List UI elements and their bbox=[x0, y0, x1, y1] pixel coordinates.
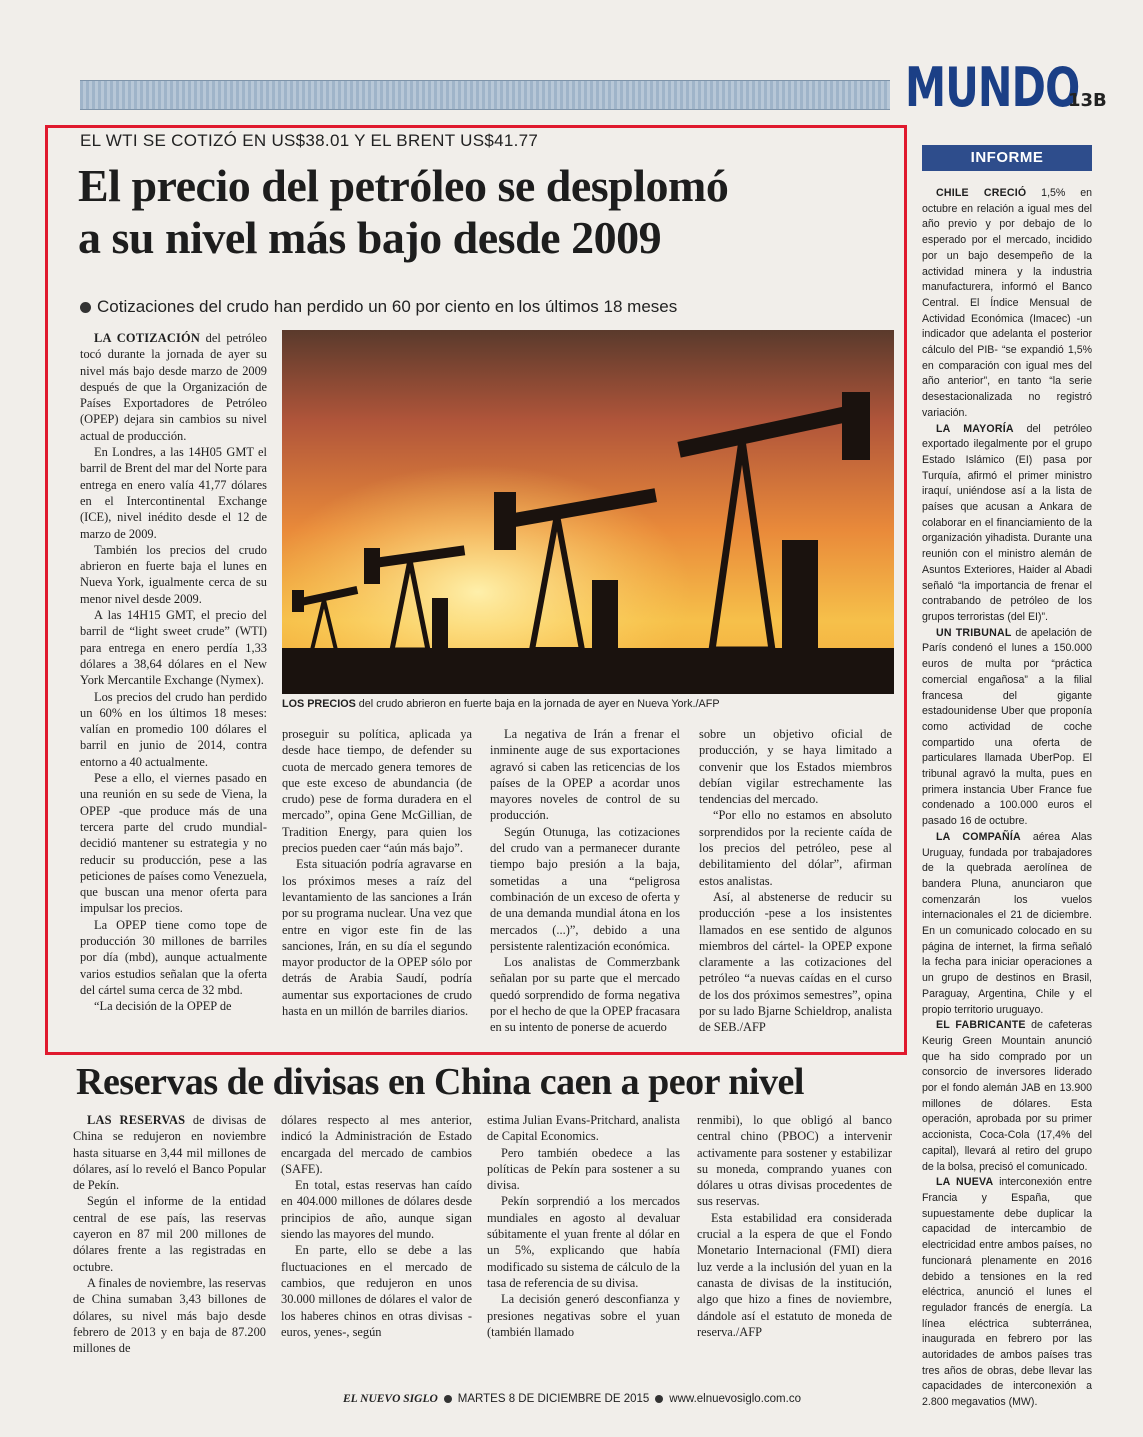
paragraph bbox=[490, 726, 680, 824]
lead-in: LA COTIZACIÓN bbox=[94, 331, 200, 345]
paragraph-text: de cafeteras Keurig Green Mountain anunció que ha sido comprado por un consorcio de inversores liderado por el fondo alemán JAB en 13.900 millones de dólares. Esta operación, aprobada por su primer accionista, Coca-Cola (17,4% del capital), llevará al retiro del grupo de la bolsa, precisó el comunicado. bbox=[922, 1019, 1092, 1173]
lead-in: LAS RESERVAS bbox=[87, 1113, 186, 1127]
informe-heading: INFORME bbox=[922, 145, 1092, 171]
paragraph-text: Así, al abstenerse de reducir su producción -pese a los insistentes llamados en ese sentido de algunos miembros del cártel- la OPEP expone claramente a las cotizaciones del petróleo “a nuevas caídas en el curso de los dos próximos semestres”, opina por su lado Bjarne Schieldrop, analista de SEB./AFP bbox=[699, 889, 892, 1035]
headline-line-1: El precio del petróleo se desplomó bbox=[78, 160, 729, 211]
paragraph-text: dólares respecto al mes anterior, indicó la Administración de Estado encargada del mercado de cambios (SAFE). bbox=[281, 1113, 472, 1176]
lead-in: LA NUEVA bbox=[936, 1176, 994, 1189]
paragraph-text: A las 14H15 GMT, el precio del barril de “light sweet crude” (WTI) para entrega en enero perdía 1,33 dólares a 38,64 dólares en el New York Mercantile Exchange (Nymex). bbox=[80, 608, 267, 688]
paragraph-text: proseguir su política, aplicada ya desde hace tiempo, de defender su cuota de mercado genera temores de que este exceso de abundancia (de crudo) pese de forma duradera en el mercado”, opina Gene McGillian, de Tradition Energy, para quien los precios pueden caer “aún más bajo”. bbox=[282, 727, 472, 856]
lead-in: EL FABRICANTE bbox=[936, 1019, 1026, 1032]
deck-text: Cotizaciones del crudo han perdido un 60 por ciento en los últimos 18 meses bbox=[97, 297, 678, 316]
paragraph-text: “Por ello no estamos en absoluto sorprendidos por la reciente caída de los precios del petróleo, pese al debilitamiento del dólar”, afirman estos analistas. bbox=[699, 808, 892, 888]
paragraph-text: “La decisión de la OPEP de bbox=[94, 999, 232, 1014]
paragraph-text: de apelación de París condenó el lunes a 150.000 euros de multa por “práctica comercial engañosa” a la filial francesa del gigante estadounidense Uber que proponía como actividad de coche compartido una oferta de particulares llamada UberPop. El tribunal agravó la multa, pues en primera instancia Uber France fue condenado a 100.000 euros el pasado 16 de octubre. bbox=[922, 626, 1092, 828]
paragraph bbox=[80, 998, 267, 1014]
paragraph-text: estima Julian Evans-Pritchard, analista de Capital Economics. bbox=[487, 1113, 680, 1144]
paragraph bbox=[922, 830, 1092, 1018]
paragraph-text: La OPEP tiene como tope de producción 30 millones de barriles por día (mbd), aunque actualmente varios estudios señalan que la oferta del cártel suma cerca de 32 mbd. bbox=[80, 917, 267, 997]
paragraph bbox=[699, 807, 892, 888]
paragraph-text: renmibi), lo que obligó al banco central chino (PBOC) a intervenir activamente para sostener y estabilizar su moneda, comprando yuanes con dólares u otras divisas procedentes de sus reservas. bbox=[697, 1113, 892, 1209]
footer-url[interactable]: www.elnuevosiglo.com.co bbox=[669, 1393, 801, 1405]
article-deck bbox=[80, 297, 677, 317]
section-rule-bar bbox=[80, 80, 890, 110]
oil-pumpjack-photo bbox=[282, 330, 894, 694]
paragraph bbox=[73, 1193, 266, 1274]
article-headline bbox=[78, 160, 908, 264]
headline-line-2: a su nivel más bajo desde 2009 bbox=[78, 212, 662, 263]
paragraph bbox=[281, 1242, 472, 1340]
paragraph bbox=[922, 186, 1092, 422]
article2-column-3 bbox=[487, 1112, 680, 1340]
article2-column-4 bbox=[697, 1112, 892, 1340]
paragraph-text: Pero también obedece a las políticas de Pekín para sostener a su divisa. bbox=[487, 1145, 680, 1193]
paragraph-text: Según el informe de la entidad central de ese país, las reservas cayeron en 87 mil 200 millones de dólares frente a las registradas en octubre. bbox=[73, 1194, 266, 1274]
paragraph-text: aérea Alas Uruguay, fundada por trabajadores de la quebrada aerolínea de bandera Pluna, anunciaron que comenzarán los vuelos internacionales el 21 de diciembre. En un comunicado colocado en su página de internet, la firma señaló la fecha para iniciar operaciones a un grupo de destinos en Brasil, Paraguay, Argentina, Chile y el propio territorio uruguayo. bbox=[922, 830, 1092, 1016]
paragraph-text: En Londres, a las 14H05 GMT el barril de Brent del mar del Norte para entrega en enero valía 41,77 dólares en el Intercontinental Exchange (ICE), nivel inédito desde el 12 de marzo de 2009. bbox=[80, 445, 267, 541]
dot-icon bbox=[444, 1395, 452, 1403]
paragraph bbox=[487, 1193, 680, 1291]
paragraph bbox=[80, 330, 267, 444]
paragraph bbox=[282, 856, 472, 1019]
article-column-3 bbox=[490, 726, 680, 1036]
caption-text: del crudo abrieron en fuerte baja en la jornada de ayer en Nueva York./AFP bbox=[355, 698, 720, 710]
lead-in: UN TRIBUNAL bbox=[936, 626, 1012, 639]
paragraph-text: La decisión generó desconfianza y presiones negativas sobre el yuan (también llamado bbox=[487, 1292, 680, 1339]
paragraph bbox=[490, 824, 680, 954]
informe-briefs bbox=[922, 186, 1092, 1411]
paragraph bbox=[487, 1112, 680, 1145]
paragraph bbox=[490, 954, 680, 1035]
paragraph bbox=[922, 1018, 1092, 1175]
paragraph bbox=[699, 726, 892, 807]
paragraph bbox=[80, 607, 267, 688]
paragraph-text: Pekín sorprendió a los mercados mundiales en agosto al devaluar súbitamente el yuan frente al dólar en un 5%, explicando que había modificado su sistema de cálculo de la tasa de referencia de su divisa. bbox=[487, 1194, 680, 1290]
paragraph bbox=[282, 726, 472, 856]
paragraph-text: Esta estabilidad era considerada crucial a la espera de que el Fondo Monetario Internacional (FMI) diera luz verde a la inclusión del yuan en la canasta de divisas de la institución, algo que hizo a fines de noviembre, dándole así el estatuto de moneda de reserva./AFP bbox=[697, 1210, 892, 1339]
caption-lead: LOS PRECIOS bbox=[282, 698, 356, 710]
paragraph bbox=[281, 1177, 472, 1242]
paragraph bbox=[699, 889, 892, 1036]
bullet-icon bbox=[80, 302, 91, 313]
paragraph-text: También los precios del crudo abrieron en fuerte baja el lunes en Nueva York, igualmente cerca de su menor nivel desde 2009. bbox=[80, 542, 267, 606]
paragraph-text: Esta situación podría agravarse en los próximos meses a raíz del levantamiento de las sanciones a Irán por su programa nuclear. Una vez que entre en vigor este fin de las sanciones, Irán, en su día el segundo mayor productor de la OPEP sólo por detrás de Arabia Saudí, podría aumentar sus exportaciones de crudo hasta en un millón de barriles diarios. bbox=[282, 857, 472, 1019]
paragraph bbox=[80, 689, 267, 770]
article2-column-1 bbox=[73, 1112, 266, 1356]
paragraph bbox=[73, 1275, 266, 1356]
section-title: MUNDO bbox=[905, 56, 1080, 119]
paragraph-text: interconexión entre Francia y España, que supuestamente debe duplicar la capacidad de intercambio de electricidad entre ambos países, no funcionará plenamente en 2016 debido a tensiones en la red eléctrica, anunció el lunes el regulador francés de energía. La línea eléctrica subterránea, inaugurada en febrero por las autoridades de ambos países tras tres años de obras, debe llevar las capacidades de interconexión a 2.800 megavatios (MW). bbox=[922, 1176, 1092, 1409]
paragraph-text: de divisas de China se redujeron en noviembre hasta situarse en 3,44 mil millones de dólares, así lo reveló el Banco Popular de Pekín. bbox=[73, 1113, 267, 1193]
paragraph bbox=[922, 1175, 1092, 1411]
page-footer bbox=[343, 1393, 801, 1405]
footer-date: MARTES 8 DE DICIEMBRE DE 2015 bbox=[457, 1393, 650, 1405]
article2-column-2 bbox=[281, 1112, 472, 1340]
paragraph-text: Los analistas de Commerzbank señalan por su parte que el mercado quedó sorprendido de forma negativa por el hecho de que la OPEP fracasara en su intento de ponerse de acuerdo bbox=[490, 955, 680, 1035]
paragraph-text: Los precios del crudo han perdido un 60% en los últimos 18 meses: valían en promedio 100 dólares el barril en junio de 2014, contra entorno a 40 actualmente. bbox=[80, 689, 267, 769]
paragraph bbox=[922, 422, 1092, 626]
paragraph bbox=[487, 1145, 680, 1194]
paragraph-text: Según Otunuga, las cotizaciones del crudo van a permanecer durante tiempo bajo presión a la baja, sometidas a una “peligrosa combinación de un exceso de oferta y de una demanda mundial átona en los mercados (...)”, debido a una persistente ralentización económica. bbox=[490, 824, 680, 953]
paragraph-text: En parte, ello se debe a las fluctuaciones en el mercado de cambios, que redujeron en unos 30.000 millones de dólares el valor de los haberes chinos en otras divisas -euros, yenes-, según bbox=[281, 1243, 472, 1339]
paragraph bbox=[697, 1112, 892, 1210]
article-column-1 bbox=[80, 330, 267, 1014]
paragraph bbox=[80, 917, 267, 998]
article2-headline: Reservas de divisas en China caen a peor nivel bbox=[76, 1061, 804, 1103]
paragraph bbox=[281, 1112, 472, 1177]
footer-brand: EL NUEVO SIGLO bbox=[343, 1393, 438, 1405]
page-number: 13B bbox=[1068, 90, 1107, 111]
paragraph-text: A finales de noviembre, las reservas de China sumaban 3,43 billones de dólares, su nivel más bajo desde febrero de 2013 y en baja de 87.200 millones de bbox=[73, 1275, 266, 1356]
paragraph bbox=[80, 770, 267, 917]
dot-icon bbox=[655, 1395, 663, 1403]
paragraph bbox=[80, 542, 267, 607]
paragraph bbox=[487, 1291, 680, 1340]
paragraph bbox=[922, 626, 1092, 830]
photo-caption bbox=[282, 698, 894, 710]
paragraph bbox=[80, 444, 267, 542]
paragraph-text: La negativa de Irán a frenar el inminente auge de sus exportaciones agravó si caben las reticencias de los países de la OPEP a acordar unos mayores noveles de control de su producción. bbox=[490, 727, 680, 823]
lead-in: LA MAYORÍA bbox=[936, 422, 1014, 435]
paragraph-text: En total, estas reservas han caído en 404.000 millones de dólares desde principios de año, aunque sigan siendo las mayores del mundo. bbox=[281, 1178, 472, 1242]
article-column-2 bbox=[282, 726, 472, 1019]
paragraph-text: del petróleo tocó durante la jornada de ayer su nivel más bajo desde marzo de 2009 después de que la Organización de Países Exportadores de Petróleo (OPEP) dejara sin cambios su nivel actual de producción. bbox=[80, 331, 267, 443]
paragraph-text: 1,5% en octubre en relación a igual mes del año previo y por debajo de lo esperado por el mercado, incidido por un bajo desempeño de la actividad minera y la industria manufacturera, informó el Banco Central. El Índice Mensual de Actividad Económica (Imacec) -un indicador que adelanta el posterior cálculo del PIB- “se expandió 1,5% en comparación con igual mes del año anterior”, en tanto “la serie desestacionalizada no registró variación. bbox=[922, 187, 1092, 419]
article-kicker: EL WTI SE COTIZÓ EN US$38.01 Y EL BRENT US$41.77 bbox=[80, 131, 539, 150]
paragraph-text: del petróleo exportado ilegalmente por el grupo Estado Islámico (EI) pasa por Turquía, afirmó el primer ministro iraquí, uniéndose así a la lista de países que acusan a Ankara de colaborar en el financiamiento de la organización yihadista. Durante una reunión con el ministro alemán de Asuntos Exteriores, Haider al Abadi señaló “la importancia de frenar el contrabando de petróleo de los grupos terroristas (del EI)”. bbox=[922, 422, 1092, 623]
lead-in: LA COMPAÑÍA bbox=[936, 830, 1021, 843]
paragraph-text: sobre un objetivo oficial de producción, y se haya limitado a convenir que los Estados miembros debían vigilar estrechamente las tendencias del mercado. bbox=[699, 727, 892, 807]
paragraph bbox=[73, 1112, 266, 1193]
lead-in: CHILE CRECIÓ bbox=[936, 187, 1027, 199]
paragraph-text: Pese a ello, el viernes pasado en una reunión en su sede de Viena, la OPEP -que produce más de una tercera parte del crudo mundial- decidió mantener su estrategia y no reducir su producción, pese a las peticiones de países como Venezuela, que buscan una menor oferta para impulsar los precios. bbox=[80, 771, 267, 916]
paragraph bbox=[697, 1210, 892, 1340]
article-column-4 bbox=[699, 726, 892, 1036]
